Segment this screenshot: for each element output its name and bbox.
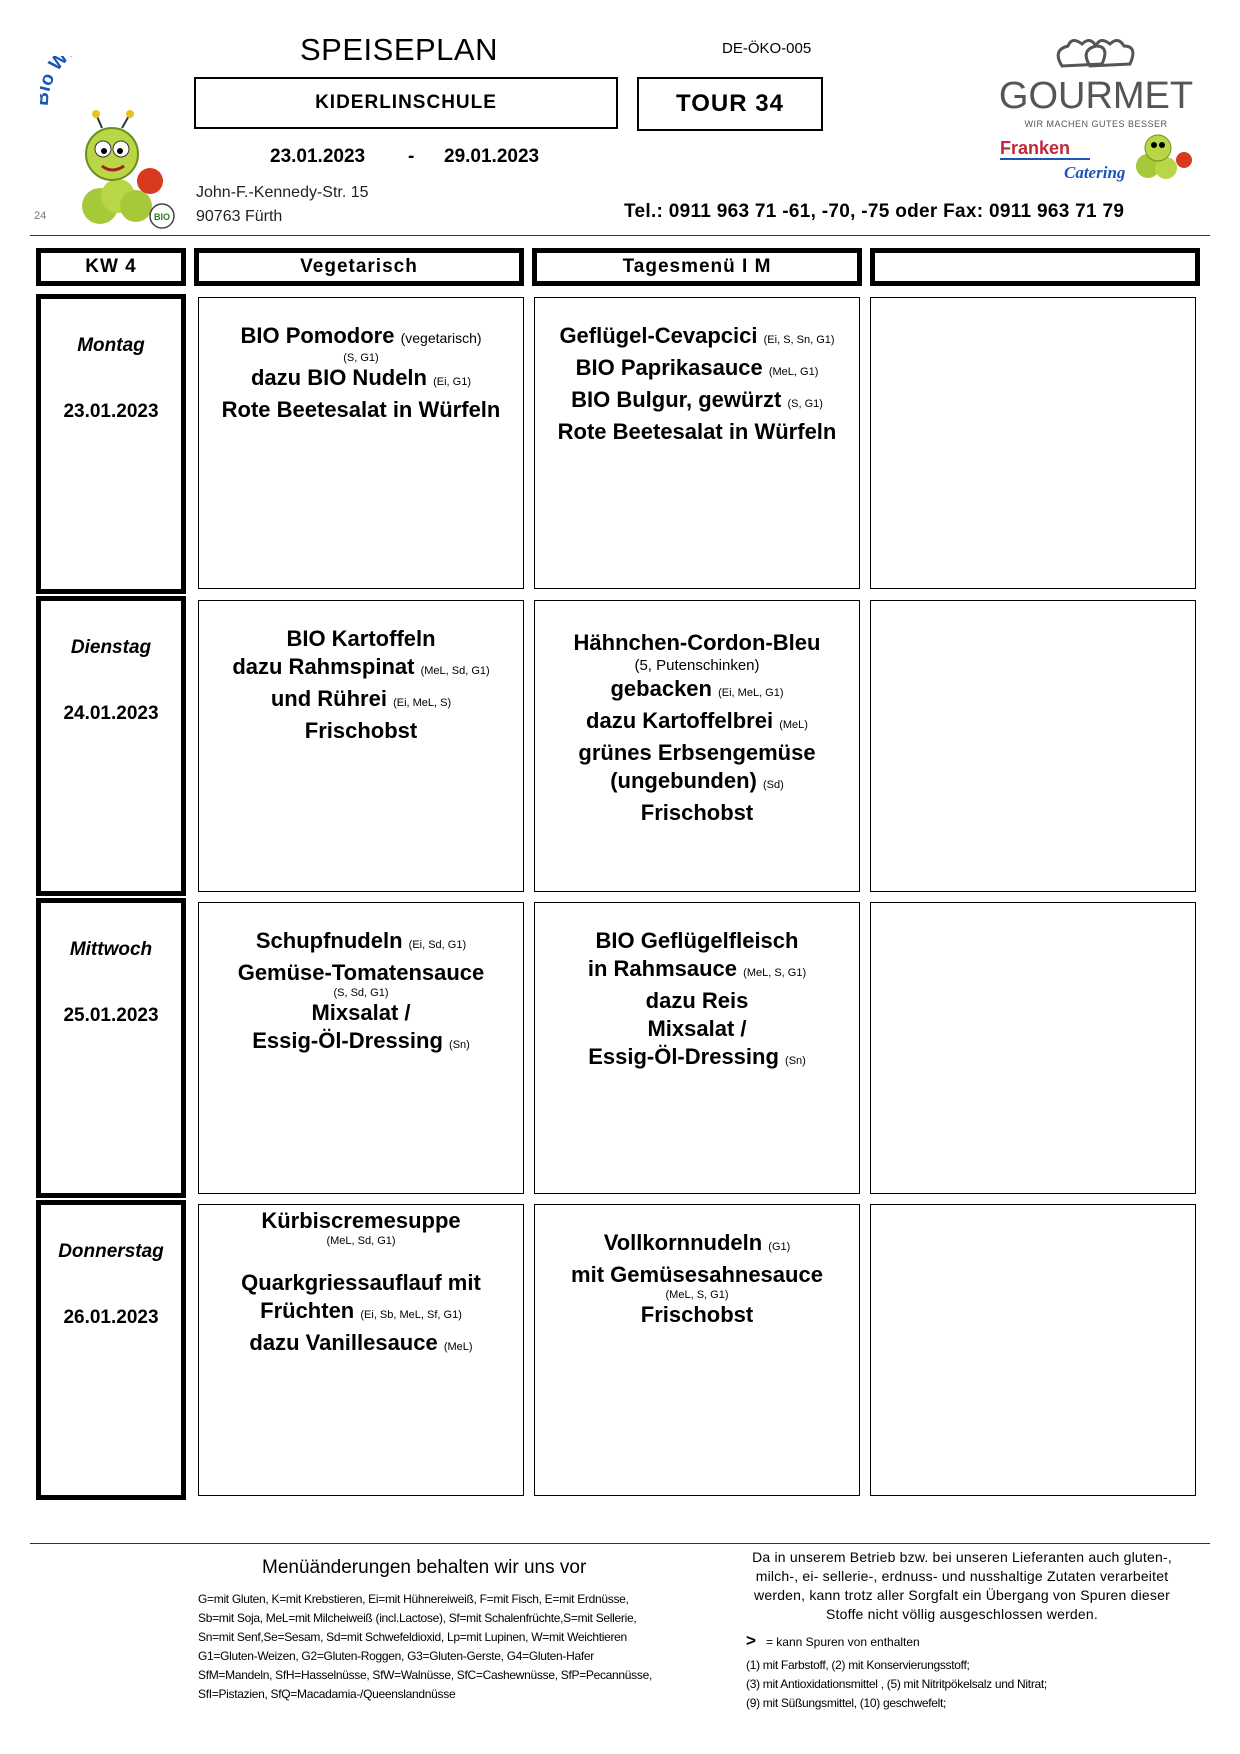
date-to: 29.01.2023: [444, 146, 540, 167]
menu-cell-empty: [870, 600, 1196, 892]
menu-cell-daily: Vollkornnudeln (G1) mit Gemüsesahnesauce (MeL, S, G1) Frischobst: [534, 1204, 860, 1496]
header-divider: [30, 235, 1210, 236]
menu-cell-vegetarian: Kürbiscremesuppe (MeL, Sd, G1) Quarkgriessauflauf mit Früchten (Ei, Sb, MeL, Sf, G1) dazu Vanillesauce (MeL): [198, 1204, 524, 1496]
school-name: KIDERLINSCHULE: [194, 77, 618, 129]
trace-symbol: >: [746, 1631, 756, 1650]
additives-legend: (1) mit Farbstoff, (2) mit Konservierungsstoff; (3) mit Antioxidationsmittel , (5) mit Nitritpökelsalz und Nitrat; (9) mit Süßungsmittel, (10) geschwefelt;: [746, 1658, 1047, 1710]
gourmet-brand: GOURMET: [998, 75, 1194, 117]
day-wednesday: [36, 898, 186, 1198]
menu-cell-empty: [870, 1204, 1196, 1496]
day-date: 26.01.2023: [63, 1307, 159, 1328]
day-name: Donnerstag: [58, 1241, 164, 1262]
page-title: SPEISEPLAN: [300, 32, 498, 67]
menu-cell-empty: [870, 297, 1196, 589]
trace-note: > = kann Spuren von enthalten: [746, 1631, 920, 1650]
menu-cell-vegetarian: BIO Pomodore (vegetarisch) (S, G1) dazu BIO Nudeln (Ei, G1) Rote Beetesalat in Würfeln: [198, 297, 524, 589]
chef-hat-icon: [1058, 40, 1133, 66]
logo-left-text: W: [45, 56, 73, 75]
column-header-vegetarisch: Vegetarisch: [194, 248, 524, 286]
day-name: Mittwoch: [69, 939, 153, 960]
menu-cell-vegetarian: Schupfnudeln (Ei, Sd, G1) Gemüse-Tomatensauce (S, Sd, G1) Mixsalat / Essig-Öl-Dressing (Sn): [198, 902, 524, 1194]
address-city: 90763 Fürth: [196, 208, 283, 225]
menu-changes-note: Menüänderungen behalten wir uns vor: [262, 1557, 587, 1578]
allergen-disclaimer: Da in unserem Betrieb bzw. bei unseren Lieferanten auch gluten-, milch-, ei- sellerie-, erdnuss- und nusshaltige Zutaten verarbeitet werden, kann trotz aller Sorgfalt ein Übergang von Spuren dieser Stoffe nicht völlig ausgeschlossen werden.: [752, 1549, 1172, 1622]
franken-text: Franken: [1000, 138, 1071, 158]
day-name: Montag: [77, 335, 145, 356]
date-separator: -: [408, 146, 415, 167]
page-number: 24: [34, 210, 47, 222]
column-header-tagesmenue: Tagesmenü I M: [532, 248, 862, 286]
menu-cell-daily: BIO Geflügelfleisch in Rahmsauce (MeL, S, G1) dazu Reis Mixsalat / Essig-Öl-Dressing (Sn): [534, 902, 860, 1194]
column-header-empty: [870, 248, 1200, 286]
menu-cell-daily: Geflügel-Cevapcici (Ei, S, Sn, G1) BIO Paprikasauce (MeL, G1) BIO Bulgur, gewürzt (S, G1) Rote Beetesalat in Würfeln: [534, 297, 860, 589]
day-date: 23.01.2023: [63, 401, 159, 422]
week-header: KW 4: [36, 248, 186, 286]
address-street: John-F.-Kennedy-Str. 15: [196, 184, 369, 201]
svg-text:Bio Würmchen: [40, 56, 150, 106]
gourmet-logo: [990, 38, 1202, 198]
footer-divider: [30, 1543, 1210, 1544]
day-monday: [36, 294, 186, 594]
day-name: Dienstag: [70, 637, 152, 658]
bio-badge: BIO: [153, 212, 171, 222]
tour-number: TOUR 34: [637, 77, 823, 131]
date-from: 23.01.2023: [270, 146, 366, 167]
catering-text: Catering: [1064, 163, 1126, 182]
allergen-legend: G=mit Gluten, K=mit Krebstieren, Ei=mit Hühnereiweiß, F=mit Fisch, E=mit Erdnüsse, Sb=mit Soja, MeL=mit Milcheiweiß (incl.Lactose), Sf=mit Schalenfrüchte,S=mit Sellerie, Sn=mit Senf,Se=Sesam, Sd=mit Schwefeldioxid, Lp=mit Lupinen, W=mit Weichtieren G1=Gluten-Weizen, G2=Gluten-Roggen, G3=Gluten-Gerste, G4=Gluten-Hafer SfM=Mandeln, SfH=Hasselnüsse, SfW=Walnüsse, SfC=Cashewnüsse, SfP=Pecannüsse, SfI=Pistazien, SfQ=Macadamia-/Queenslandnüsse: [198, 1592, 652, 1701]
day-date: 24.01.2023: [63, 703, 159, 724]
phone-fax: Tel.: 0911 963 71 -61, -70, -75 oder Fax: 0911 963 71 79: [624, 201, 1125, 222]
gourmet-tagline: WIR MACHEN GUTES BESSER: [1024, 119, 1168, 129]
doc-code: DE-ÖKO-005: [722, 40, 812, 57]
menu-cell-vegetarian: BIO Kartoffeln dazu Rahmspinat (MeL, Sd, G1) und Rührei (Ei, MeL, S) Frischobst: [198, 600, 524, 892]
menu-cell-empty: [870, 902, 1196, 1194]
day-date: 25.01.2023: [63, 1005, 159, 1026]
day-tuesday: [36, 596, 186, 896]
menu-cell-daily: Hähnchen-Cordon-Bleu (5, Putenschinken) gebacken (Ei, MeL, G1) dazu Kartoffelbrei (MeL) grünes Erbsengemüse (ungebunden) (Sd) Frischobst: [534, 600, 860, 892]
bio-wuermchen-logo: [40, 56, 192, 231]
day-thursday: [36, 1200, 186, 1500]
